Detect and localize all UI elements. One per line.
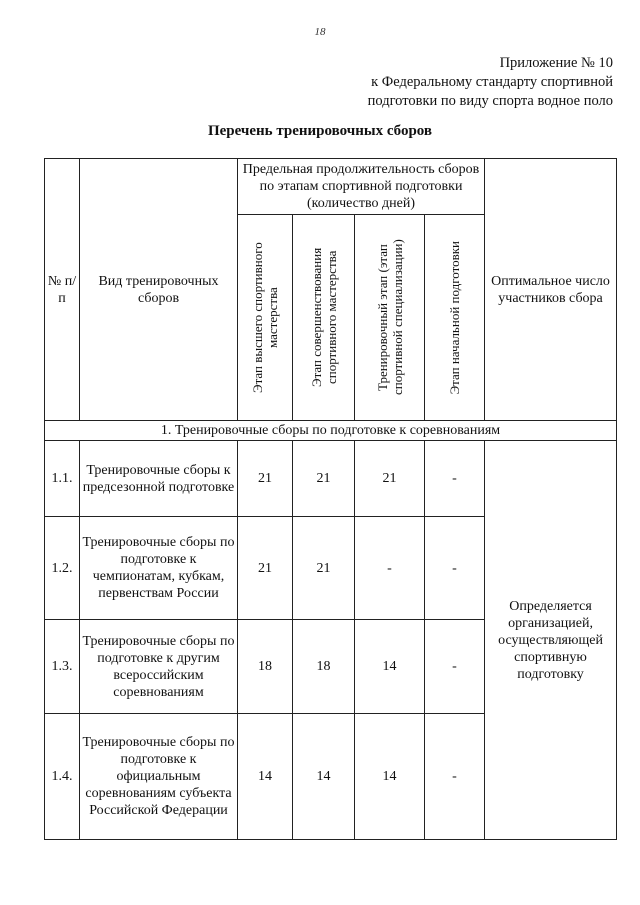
section-heading: 1. Тренировочные сборы по подготовке к соревнованиям: [45, 421, 617, 441]
row-number: 1.2.: [45, 517, 80, 620]
appendix-note: [368, 54, 613, 111]
row-name: Тренировочные сборы к предсезонной подготовке: [80, 441, 238, 517]
training-camps-table: [44, 158, 617, 840]
header-stage-highest: [238, 215, 293, 421]
appendix-line-3: подготовки по виду спорта водное поло: [367, 93, 613, 109]
table-row: [45, 441, 617, 517]
optimal-value: Определяется организацией, осуществляющей спортивную подготовку: [485, 441, 617, 840]
appendix-line-2: к Федеральному стандарту спортивной: [371, 74, 613, 90]
header-stage-training: [355, 215, 425, 421]
row-number: 1.4.: [45, 714, 80, 840]
row-number: 1.3.: [45, 620, 80, 714]
page-number: 18: [314, 26, 326, 38]
header-number: № п/п: [45, 159, 80, 421]
header-stage-improvement-text: Этап совершенствования спортивного мастерства: [308, 247, 339, 388]
row-value-highest: 18: [238, 620, 293, 714]
row-value-initial: -: [425, 714, 485, 840]
appendix-line-1: Приложение № 10: [499, 55, 613, 71]
row-number: 1.1.: [45, 441, 80, 517]
row-name: Тренировочные сборы по подготовке к чемпионатам, кубкам, первенствам России: [80, 517, 238, 620]
header-stage-improvement: [293, 215, 355, 421]
row-value-highest: 21: [238, 517, 293, 620]
header-stage-highest-text: Этап высшего спортивного мастерства: [250, 242, 280, 393]
row-value-initial: -: [425, 441, 485, 517]
row-name: Тренировочные сборы по подготовке к другим всероссийским соревнованиям: [80, 620, 238, 714]
header-periods: Предельная продолжительность сборов по этапам спортивной подготовки (количество дней): [238, 159, 485, 215]
row-value-initial: -: [425, 517, 485, 620]
row-value-improvement: 21: [293, 517, 355, 620]
document-title: Перечень тренировочных сборов: [207, 123, 433, 139]
row-value-improvement: 18: [293, 620, 355, 714]
header-stage-initial-text: Этап начальной подготовки: [447, 240, 463, 395]
row-name: Тренировочные сборы по подготовке к официальным соревнованиям субъекта Российской Федерации: [80, 714, 238, 840]
row-value-training: -: [355, 517, 425, 620]
row-value-training: 14: [355, 620, 425, 714]
row-value-improvement: 14: [293, 714, 355, 840]
header-stage-training-text: Тренировочный этап (этап спортивной специализации): [374, 239, 405, 396]
row-value-training: 21: [355, 441, 425, 517]
header-optimal: Оптимальное число участников сбора: [485, 159, 617, 421]
header-type: Вид тренировочных сборов: [80, 159, 238, 421]
header-stage-initial: [425, 215, 485, 421]
row-value-initial: -: [425, 620, 485, 714]
row-value-improvement: 21: [293, 441, 355, 517]
row-value-highest: 21: [238, 441, 293, 517]
row-value-highest: 14: [238, 714, 293, 840]
row-value-training: 14: [355, 714, 425, 840]
